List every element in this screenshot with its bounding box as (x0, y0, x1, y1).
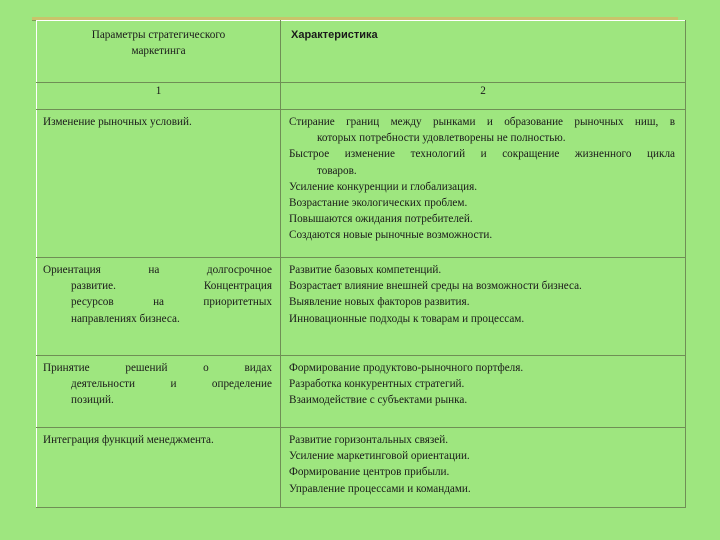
column-number-1: 1 (37, 83, 281, 110)
characteristic-text: Создаются новые рыночные возможности. (289, 229, 493, 242)
header-parameters-line-1: Параметры стратегического (91, 29, 226, 41)
characteristic-text: Развитие горизонтальных связей. (289, 434, 449, 446)
header-cell-characteristic: Характеристика (281, 21, 686, 83)
characteristic-text: Возрастает влияние внешней среды на возможности бизнеса. (289, 280, 582, 293)
parameter-text: ресурсов на приоритетных (71, 296, 272, 309)
characteristic-text: Управление процессами и командами. (289, 482, 471, 495)
header-cell-parameters (37, 21, 281, 83)
characteristic-text: Формирование центров прибыли. (289, 466, 450, 479)
table-row (37, 428, 686, 508)
table-row (37, 258, 686, 356)
parameter-cell (37, 258, 281, 356)
characteristic-text: Формирование продуктово-рыночного портфеля. (289, 362, 524, 374)
characteristic-text: Развитие базовых компетенций. (289, 264, 442, 276)
characteristic-continuation: которых потребности удовлетворены не полностью. (317, 132, 566, 145)
characteristic-text: Возрастание экологических проблем. (289, 197, 468, 210)
parameter-text: Интеграция функций менеджмента. (43, 434, 214, 446)
characteristic-text: Стирание границ между рынками и образование рыночных ниш, в (289, 116, 675, 128)
characteristic-cell (281, 258, 686, 356)
characteristic-text: Усиление конкуренции и глобализация. (289, 180, 478, 193)
parameter-text: деятельности и определение (71, 378, 272, 391)
header-row (37, 21, 686, 83)
characteristic-cell (281, 428, 686, 508)
characteristic-text: Быстрое изменение технологий и сокращение жизненного цикла (289, 148, 675, 161)
column-number-2: 2 (281, 83, 686, 110)
parameter-cell (37, 110, 281, 258)
parameter-cell (37, 356, 281, 428)
characteristic-cell (281, 356, 686, 428)
parameter-text: позиций. (71, 394, 114, 407)
characteristic-cell (281, 110, 686, 258)
parameter-text: направлениях бизнеса. (71, 312, 180, 325)
characteristic-text: Выявление новых факторов развития. (289, 296, 470, 309)
header-parameters-line-2: маркетинга (131, 45, 186, 58)
parameter-text: Изменение рыночных условий. (43, 116, 192, 128)
characteristic-item (289, 146, 675, 178)
parameter-text: Ориентация на долгосрочное (43, 264, 272, 276)
parameter-text: развитие. Концентрация (71, 280, 272, 293)
characteristic-text: Повышаются ожидания потребителей. (289, 213, 473, 226)
parameter-cell (37, 428, 281, 508)
strategic-marketing-table (36, 20, 686, 508)
characteristic-text: Взаимодействие с субъектами рынка. (289, 394, 468, 407)
parameter-text: Принятие решений о видах (43, 362, 272, 374)
characteristic-text: Разработка конкурентных стратегий. (289, 378, 465, 391)
column-number-row (37, 83, 686, 110)
characteristic-text: Инновационные подходы к товарам и процессам. (289, 312, 525, 325)
table-row (37, 110, 686, 258)
characteristic-item (289, 114, 675, 146)
characteristic-continuation: товаров. (317, 164, 357, 177)
characteristic-text: Усиление маркетинговой ориентации. (289, 450, 470, 463)
table-row (37, 356, 686, 428)
